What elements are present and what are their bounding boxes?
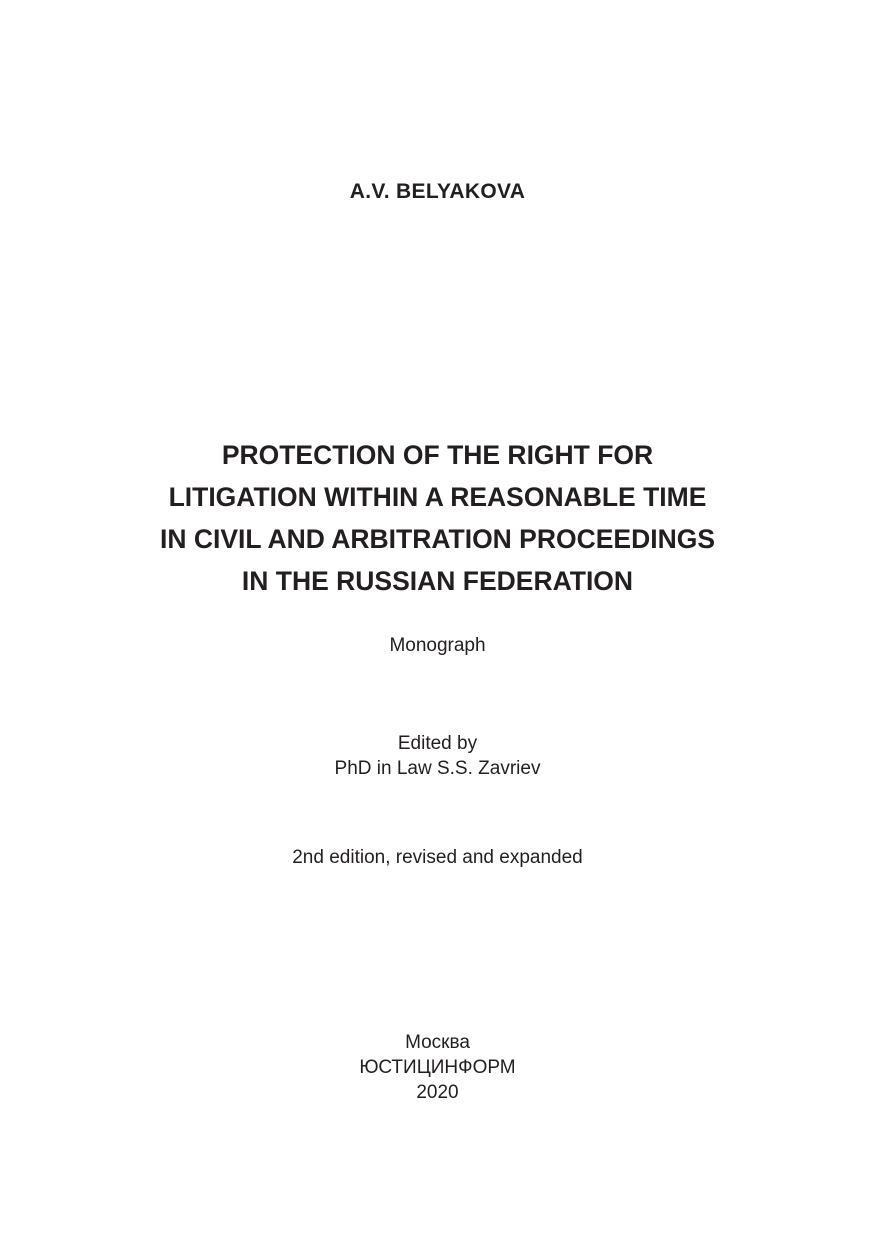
title-line: IN CIVIL AND ARBITRATION PROCEEDINGS bbox=[159, 524, 716, 554]
title-line: IN THE RUSSIAN FEDERATION bbox=[241, 566, 634, 596]
imprint-block bbox=[0, 1030, 875, 1105]
title-line: LITIGATION WITHIN A REASONABLE TIME bbox=[168, 482, 707, 512]
imprint-publisher: ЮСТИЦИНФОРМ bbox=[359, 1057, 516, 1078]
editor-block bbox=[0, 731, 875, 781]
imprint-year: 2020 bbox=[416, 1082, 459, 1103]
title-line: PROTECTION OF THE RIGHT FOR bbox=[221, 440, 654, 470]
book-title bbox=[0, 434, 875, 602]
author-name: A.V. BELYAKOVA bbox=[349, 180, 526, 203]
imprint-city: Москва bbox=[405, 1032, 470, 1053]
editor-name: PhD in Law S.S. Zavriev bbox=[334, 758, 541, 779]
edition-note: 2nd edition, revised and expanded bbox=[292, 847, 583, 868]
edited-by-label: Edited by bbox=[397, 733, 478, 754]
book-subtitle: Monograph bbox=[389, 635, 486, 656]
